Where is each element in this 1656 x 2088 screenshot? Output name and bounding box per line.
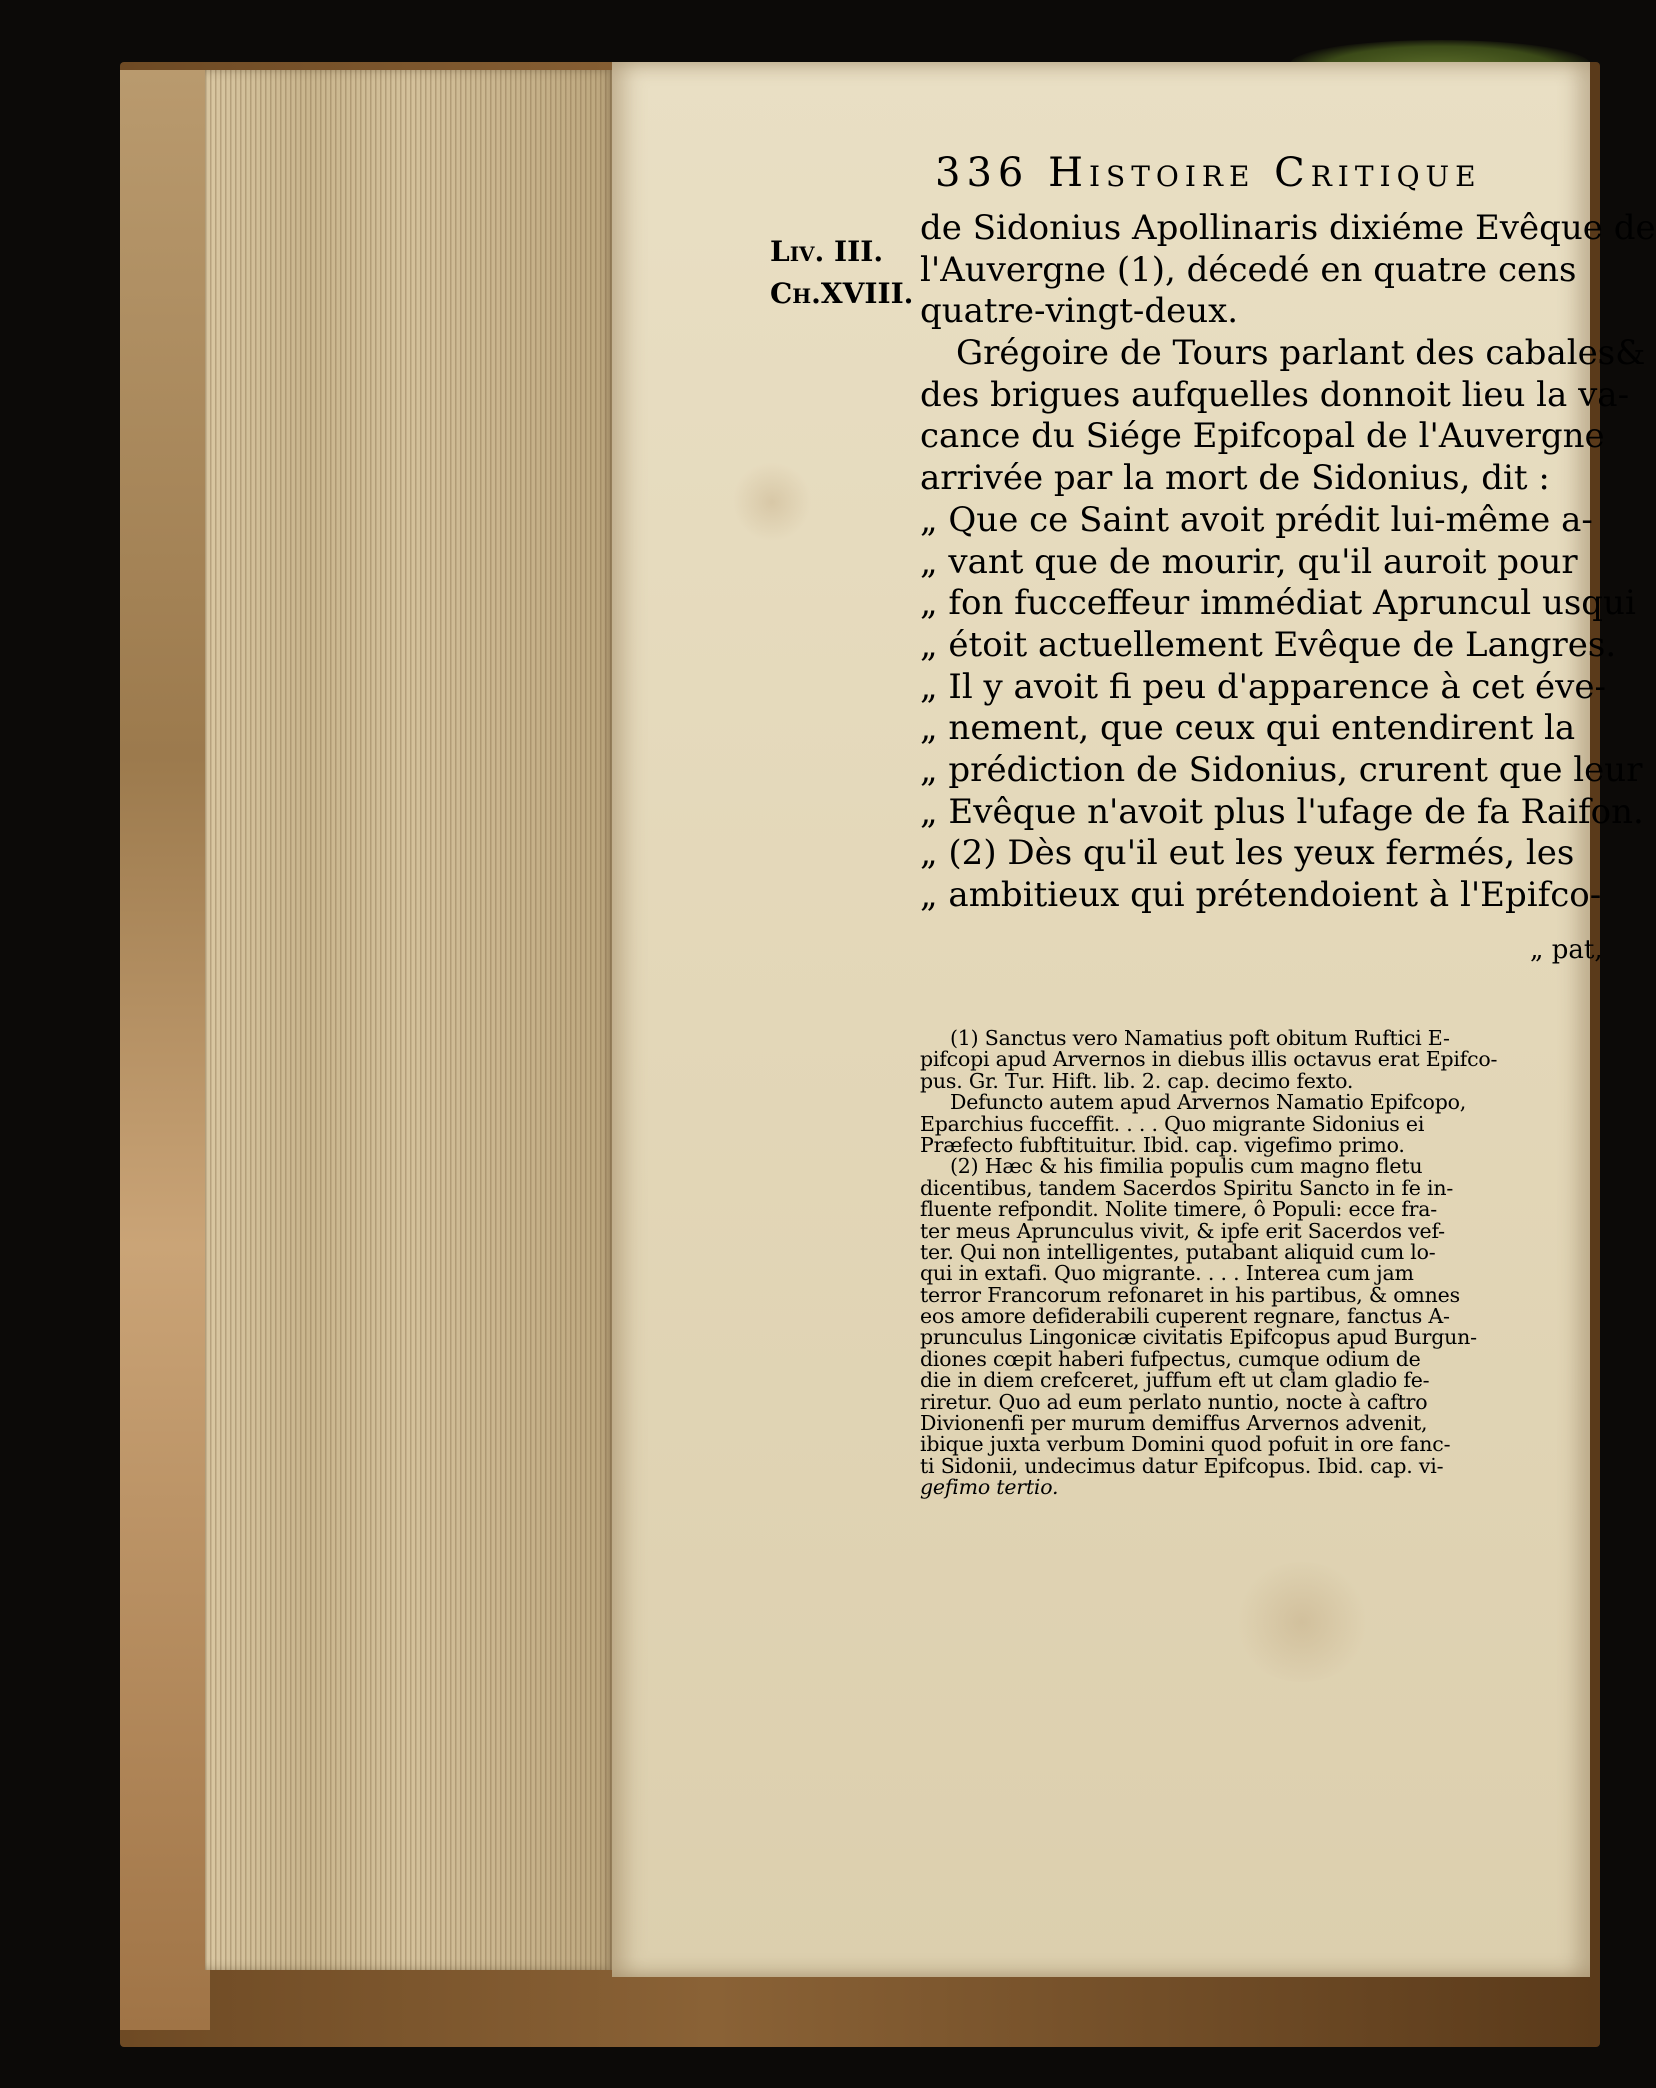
footnote-line: eos amore defiderabili cuperent regnare, fanctus A- xyxy=(920,1304,1450,1329)
footnotes xyxy=(920,1028,1575,1499)
margin-note-livre: Liv. III. xyxy=(770,235,884,268)
footnote-line: die in diem crefceret, juffum eft ut clam gladio fe- xyxy=(920,1368,1430,1393)
footnote-line: gefimo tertio. xyxy=(920,1475,1059,1500)
footnote-line: Præfecto fubftituitur. Ibid. cap. vigefimo primo. xyxy=(920,1132,1405,1157)
footnote-line: ti Sidonii, undecimus datur Epifcopus. Ibid. cap. vi- xyxy=(920,1453,1444,1478)
text-line: „ ambitieux qui prétendoient à l'Epifco- xyxy=(920,875,1602,915)
text-line: „ prédiction de Sidonius, crurent que leur xyxy=(920,749,1643,790)
cover-spine-edge xyxy=(120,70,210,2030)
footnote-line: riretur. Quo ad eum perlato nuntio, nocte à caftro xyxy=(920,1389,1428,1414)
footnote-line: pifcopi apud Arvernos in diebus illis octavus erat Epifco- xyxy=(920,1047,1498,1072)
text-line: „ fon fucceffeur immédiat Apruncul usqui xyxy=(920,583,1636,624)
main-text xyxy=(920,208,1656,917)
footnote-line: Eparchius fucceffit. . . . Quo migrante Sidonius ei xyxy=(920,1111,1425,1136)
foxing-spot xyxy=(1232,1562,1372,1682)
text-line: de Sidonius Apollinaris dixiéme Evêque de xyxy=(920,208,1656,248)
footnote-line: ibique juxta verbum Domini quod pofuit in ore fanc- xyxy=(920,1432,1451,1457)
text-line: Grégoire de Tours parlant des cabales& xyxy=(956,333,1646,374)
footnote-line: prunculus Lingonicæ civitatis Epifcopus apud Burgun- xyxy=(920,1325,1477,1350)
page-block-edges xyxy=(205,70,615,1970)
running-head: 336 Histoire Critique xyxy=(935,150,1482,196)
footnote-line: diones cœpit haberi fufpectus, cumque odium de xyxy=(920,1346,1421,1371)
footnote-line: ter meus Aprunculus vivit, & ipfe erit Sacerdos vef- xyxy=(920,1218,1445,1243)
footnote-line: pus. Gr. Tur. Hift. lib. 2. cap. decimo fexto. xyxy=(920,1068,1354,1093)
margin-note-chapitre: Ch.XVIII. xyxy=(770,277,914,310)
footnote-line: Defuncto autem apud Arvernos Namatio Epifcopo, xyxy=(950,1090,1467,1115)
footnote-line: ter. Qui non intelligentes, putabant aliquid cum lo- xyxy=(920,1239,1436,1264)
text-line: des brigues aufquelles donnoit lieu la va- xyxy=(920,374,1630,415)
text-line: arrivée par la mort de Sidonius, dit : xyxy=(920,458,1550,499)
footnote-line: dicentibus, tandem Sacerdos Spiritu Sancto in fe in- xyxy=(920,1175,1454,1200)
text-line: quatre-vingt-deux. xyxy=(920,291,1239,332)
text-line: „ (2) Dès qu'il eut les yeux fermés, les xyxy=(920,833,1575,874)
footnote-line: (2) Hæc & his fimilia populis cum magno fletu xyxy=(950,1154,1423,1179)
text-line: „ Il y avoit fi peu d'apparence à cet éve- xyxy=(920,666,1606,707)
text-line: „ étoit actuellement Evêque de Langres. xyxy=(920,624,1617,665)
text-line: cance du Siége Epifcopal de l'Auvergne xyxy=(920,416,1605,457)
text-line: „ Que ce Saint avoit prédit lui-même a- xyxy=(920,499,1593,540)
foxing-spot xyxy=(732,462,812,542)
footnote-line: terror Francorum refonaret in his partibus, & omnes xyxy=(920,1282,1460,1307)
footnote-line: Divionenfi per murum demiffus Arvernos advenit, xyxy=(920,1411,1428,1436)
text-line: „ vant que de mourir, qu'il auroit pour xyxy=(920,541,1578,582)
footnote-line: qui in extafi. Quo migrante. . . . Interea cum jam xyxy=(920,1261,1414,1286)
footnote-line: fluente refpondit. Nolite timere, ô Populi: ecce fra- xyxy=(920,1197,1438,1222)
text-line: „ Evêque n'avoit plus l'ufage de fa Raifon. xyxy=(920,791,1644,832)
text-line: l'Auvergne (1), décedé en quatre cens xyxy=(920,249,1577,290)
footnote-line: (1) Sanctus vero Namatius poft obitum Ruftici E- xyxy=(950,1026,1450,1050)
text-line: „ nement, que ceux qui entendirent la xyxy=(920,708,1576,749)
catchword: „ pat, xyxy=(1530,935,1603,965)
